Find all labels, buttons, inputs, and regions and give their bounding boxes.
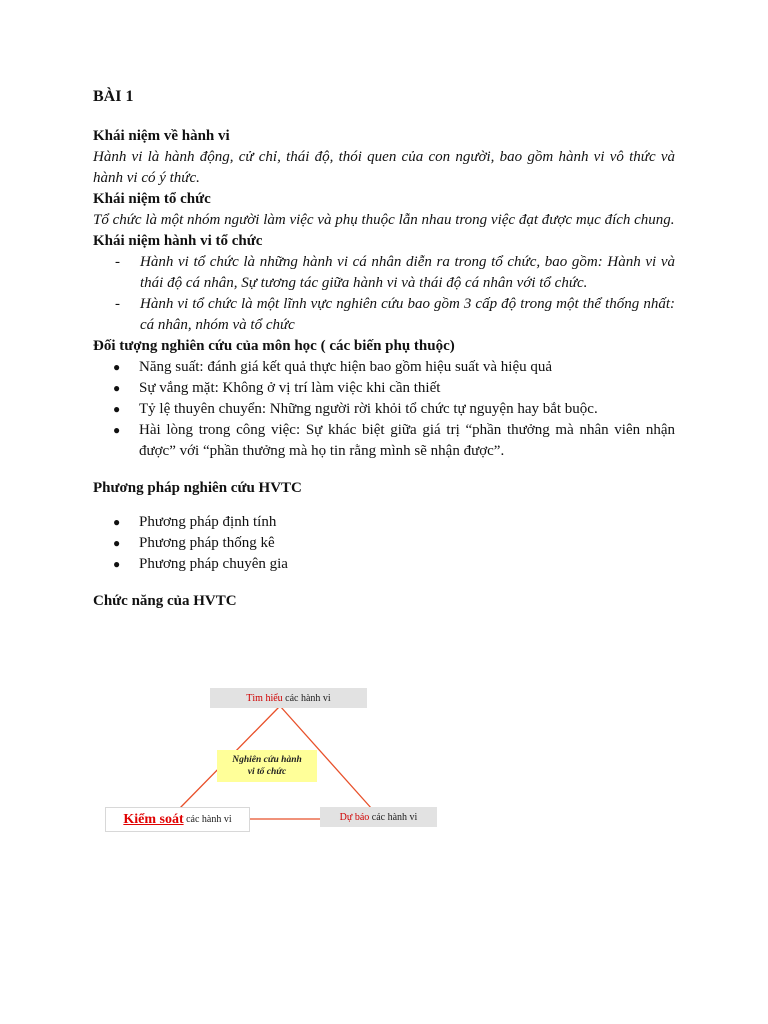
list-item (93, 252, 675, 294)
organization-definition: Tổ chức là một nhóm người làm việc và phụ thuộc lẫn nhau trong việc đạt được mục đích chung. (93, 212, 675, 228)
list-item (93, 512, 675, 533)
label-rest: các hành vi (369, 811, 418, 823)
bullet-marker: ● (113, 381, 121, 395)
bullet-marker: ● (113, 536, 121, 550)
functions-diagram (100, 688, 445, 838)
heading-organization-concept: Khái niệm tổ chức (93, 191, 211, 207)
list-item-text: Hành vi tổ chức là những hành vi cá nhân diễn ra trong tổ chức, bao gồm: Hành vi và thái độ cá nhân, Sự tương tác giữa hành vi và thái độ cá nhân với tổ chức. (140, 254, 675, 291)
list-item-text: Sự vắng mặt: Không ở vị trí làm việc khi cần thiết (139, 380, 441, 396)
list-item-text: Phương pháp định tính (139, 514, 277, 530)
bullet-marker: ● (113, 423, 121, 437)
behavior-definition: Hành vi là hành động, cử chỉ, thái độ, thói quen của con người, bao gồm hành vi vô thức và hành vi có ý thức. (93, 149, 675, 186)
label-rest: các hành vi (282, 692, 331, 704)
label-highlight: Tìm hiểu (246, 692, 283, 704)
dash-marker: - (115, 254, 120, 270)
list-item (93, 357, 675, 378)
bullet-marker: ● (113, 402, 121, 416)
list-item-text: Phương pháp chuyên gia (139, 556, 288, 572)
list-item (93, 378, 675, 399)
heading-org-behavior-concept: Khái niệm hành vi tổ chức (93, 233, 263, 249)
understand-behavior-label (210, 688, 367, 708)
dash-marker: - (115, 296, 120, 312)
list-item (93, 294, 675, 336)
list-item (93, 533, 675, 554)
document-body (93, 126, 675, 612)
list-item-text: Năng suất: đánh giá kết quả thực hiện bao gồm hiệu suất và hiệu quả (139, 359, 553, 375)
list-item-text: Phương pháp thống kê (139, 535, 275, 551)
list-item-text: Tỷ lệ thuyên chuyển: Những người rời khỏi tổ chức tự nguyện hay bắt buộc. (139, 401, 598, 417)
bullet-marker: ● (113, 557, 121, 571)
research-objects-list (93, 357, 675, 462)
label-highlight: Kiểm soát (123, 811, 184, 827)
heading-functions: Chức năng của HVTC (93, 593, 237, 609)
center-line-1: Nghiên cứu hành (232, 755, 302, 765)
list-item-text: Hành vi tổ chức là một lĩnh vực nghiên cứu bao gồm 3 cấp độ trong một thể thống nhất: cá nhân, nhóm và tổ chức (140, 296, 675, 333)
list-item (93, 554, 675, 575)
control-behavior-label (105, 807, 250, 832)
research-methods-list (93, 512, 675, 575)
heading-research-objects: Đối tượng nghiên cứu của môn học ( các biến phụ thuộc) (93, 338, 455, 354)
org-behavior-list (93, 252, 675, 336)
org-behavior-research-label (217, 750, 317, 782)
bullet-marker: ● (113, 360, 121, 374)
bullet-marker: ● (113, 515, 121, 529)
heading-behavior-concept: Khái niệm về hành vi (93, 128, 230, 144)
list-item (93, 399, 675, 420)
label-rest: các hành vi (183, 814, 232, 825)
heading-research-methods: Phương pháp nghiên cứu HVTC (93, 480, 302, 496)
center-line-2: vi tổ chức (247, 767, 287, 777)
page-title: BÀI 1 (93, 88, 134, 105)
predict-behavior-label (320, 807, 437, 827)
list-item (93, 420, 675, 462)
label-highlight: Dự báo (339, 811, 370, 823)
list-item-text: Hài lòng trong công việc: Sự khác biệt giữa giá trị “phần thưởng mà nhân viên nhận được” với “phần thưởng mà họ tin rằng mình sẽ nhận được”. (139, 422, 675, 459)
